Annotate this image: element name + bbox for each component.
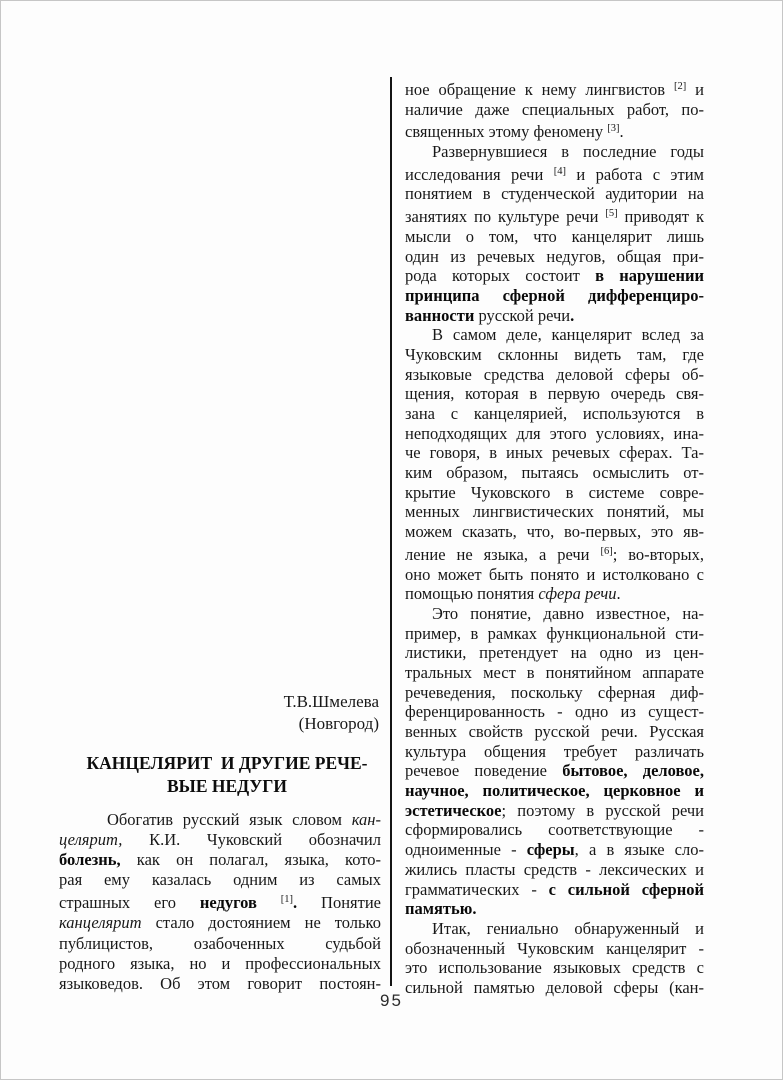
text-line: речевое поведение бытовое, деловое, <box>405 761 704 781</box>
text-line: научное, политическое, церковное и <box>405 781 704 801</box>
text-line: обозначенный Чуковским канцелярит - <box>405 938 704 958</box>
text-line: принципа сферной дифференциро- <box>405 285 704 305</box>
text-line: одноименные - сферы, а в языке сло- <box>405 840 704 860</box>
paragraph <box>405 919 704 998</box>
text-line: неподходящих для этого условиях, ина- <box>405 423 704 443</box>
text-line: оно может быть понято и истолковано с <box>405 564 704 584</box>
text-line: Обогатив русский язык словом кан- <box>107 810 381 829</box>
text-line: исследования речи [4] и работа с этим <box>405 164 704 184</box>
paragraph <box>59 810 381 994</box>
text-line: Развернувшиеся в последние годы <box>432 142 704 162</box>
text-line: публицистов, озабоченных судьбой <box>59 933 381 953</box>
text-line: рода которых состоит в нарушении <box>405 266 705 286</box>
text-line: Итак, гениально обнаруженный и <box>432 918 704 938</box>
text-line: ное обращение к нему лингвистов [2] и <box>405 80 704 99</box>
text-line: пример, в рамках функциональной сти- <box>405 623 704 643</box>
text-line: венных свойств русской речи. Русская <box>405 722 704 741</box>
text-line: понятием в студенческой аудитории на <box>405 184 704 204</box>
text-line: целярит, К.И. Чуковский обозначил <box>59 830 381 850</box>
text-line: канцелярит стало достоянием не только <box>59 913 381 933</box>
text-line: страшных его недугов [1]. Понятие <box>59 893 381 913</box>
page-number: 95 <box>380 991 403 1010</box>
text-line: жились пласты средств - лексических и <box>405 859 704 879</box>
text-line: занятиях по культуре речи [5] приводят к <box>405 207 704 227</box>
text-line: памятью. <box>405 899 477 919</box>
byline <box>57 691 379 735</box>
paragraph <box>405 604 704 919</box>
text-line: сильной памятью деловой сферы (кан- <box>405 977 704 997</box>
text-line: один из речевых недугов, общая при- <box>405 246 704 266</box>
text-line: че говоря, в иных речевых сферах. Та- <box>405 443 704 463</box>
text-line: крытие Чуковского в системе совре- <box>405 482 704 502</box>
author-name: Т.В.Шмелева <box>283 692 379 711</box>
text-line: Чуковским склонны видеть там, где <box>405 344 704 364</box>
paragraph <box>405 142 704 325</box>
text-line: мысли о том, что канцелярит лишь <box>405 226 704 246</box>
text-line: речеведения, поскольку сферная диф- <box>405 682 704 702</box>
text-line: священных этому феномену [3]. <box>405 122 624 142</box>
text-line: это использование языковых средств с <box>405 958 704 978</box>
right-column-body <box>405 77 704 998</box>
text-line: Это понятие, давно известное, на- <box>432 603 704 623</box>
author-location: (Новгород) <box>298 714 379 733</box>
paragraph <box>405 77 704 142</box>
article-title-line2: ВЫЕ НЕДУГИ <box>166 775 288 796</box>
text-line: ференцированность - одно из сущест- <box>405 702 704 722</box>
text-line: зана с канцелярией, используются в <box>405 404 704 423</box>
left-column-body <box>59 810 381 994</box>
text-line: наличие даже специальных работ, по- <box>405 99 704 119</box>
paragraph <box>405 325 704 604</box>
text-line: тральных мест в понятийном аппарате <box>405 662 704 682</box>
text-line: грамматических - с сильной сферной <box>405 879 704 899</box>
text-line: ление не языка, а речи [6]; во-вторых, <box>405 544 705 564</box>
text-line: рая ему казалась одним из самых <box>59 870 381 890</box>
text-line: родного языка, но и профессиональных <box>59 953 381 973</box>
left-column <box>59 0 381 1080</box>
text-line: языковые средства деловой сферы об- <box>405 364 704 384</box>
text-line: ким образом, пытаясь осмыслить от- <box>405 463 704 483</box>
article-title <box>59 752 381 797</box>
text-line: щения, которая в первую очередь свя- <box>405 384 704 404</box>
text-line: менных лингвистических понятий, мы <box>405 502 704 522</box>
text-line: сформировались соответствующие - <box>405 820 704 840</box>
text-line: помощью понятия сфера речи. <box>405 584 621 604</box>
text-line: языковедов. Об этом говорит постоян- <box>59 973 381 993</box>
text-line: болезнь, как он полагал, языка, кото- <box>59 850 381 870</box>
text-line: ванности русской речи. <box>405 305 575 325</box>
column-divider-rule <box>390 77 392 986</box>
text-line: эстетическое; поэтому в русской речи <box>405 800 704 820</box>
text-line: В самом деле, канцелярит вслед за <box>432 325 704 345</box>
text-line: листики, претендует на одно из цен- <box>405 643 704 663</box>
text-line: культура общения требует различать <box>405 741 704 761</box>
text-line: можем сказать, что, во-первых, это яв- <box>405 522 704 542</box>
article-title-line1: КАНЦЕЛЯРИТ И ДРУГИЕ РЕЧЕ- <box>86 753 368 773</box>
